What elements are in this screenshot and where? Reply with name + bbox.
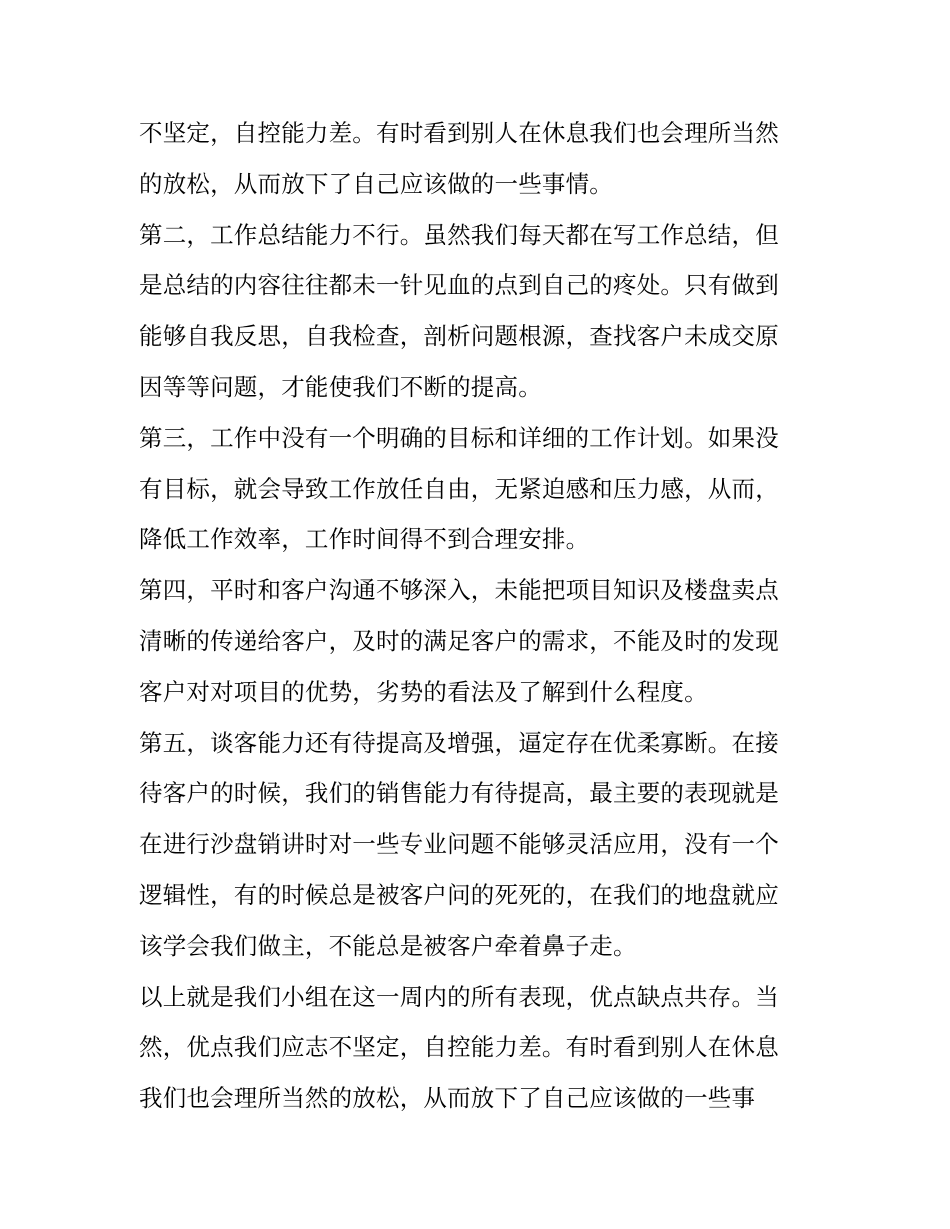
text-line: 以上就是我们小组在这一周内的所有表现，优点缺点共存。当 [139, 982, 779, 1011]
text-line: 我们也会理所当然的放松，从而放下了自己应该做的一些事 [139, 1084, 756, 1113]
text-line: 的放松，从而放下了自己应该做的一些事情。 [139, 169, 613, 198]
text-line: 清晰的传递给客户，及时的满足客户的需求，不能及时的发现 [139, 626, 779, 655]
text-line: 有目标，就会导致工作放任自由，无紧迫感和压力感，从而， [139, 474, 779, 503]
document-body [139, 108, 819, 1124]
text-line: 降低工作效率，工作时间得不到合理安排。 [139, 525, 590, 554]
text-line: 第三，工作中没有一个明确的目标和详细的工作计划。如果没 [139, 423, 779, 452]
text-line: 客户对对项目的优势，劣势的看法及了解到什么程度。 [139, 677, 708, 706]
text-line: 逻辑性，有的时候总是被客户问的死死的，在我们的地盘就应 [139, 880, 779, 909]
text-line: 因等等问题，才能使我们不断的提高。 [139, 372, 542, 401]
text-line: 该学会我们做主，不能总是被客户牵着鼻子走。 [139, 931, 637, 960]
text-line: 然，优点我们应志不坚定，自控能力差。有时看到别人在休息 [139, 1033, 779, 1062]
text-line: 能够自我反思，自我检查，剖析问题根源，查找客户未成交原 [139, 322, 779, 351]
text-line: 第二，工作总结能力不行。虽然我们每天都在写工作总结，但 [139, 220, 779, 249]
text-line: 不坚定，自控能力差。有时看到别人在休息我们也会理所当然 [139, 119, 779, 147]
text-line: 第四，平时和客户沟通不够深入，未能把项目知识及楼盘卖点 [139, 576, 779, 605]
text-line: 待客户的时候，我们的销售能力有待提高，最主要的表现就是 [139, 779, 779, 808]
text-line: 在进行沙盘销讲时对一些专业问题不能够灵活应用，没有一个 [139, 830, 779, 859]
text-line: 是总结的内容往往都未一针见血的点到自己的疼处。只有做到 [139, 271, 779, 300]
text-line: 第五，谈客能力还有待提高及增强，逼定存在优柔寡断。在接 [139, 728, 779, 757]
